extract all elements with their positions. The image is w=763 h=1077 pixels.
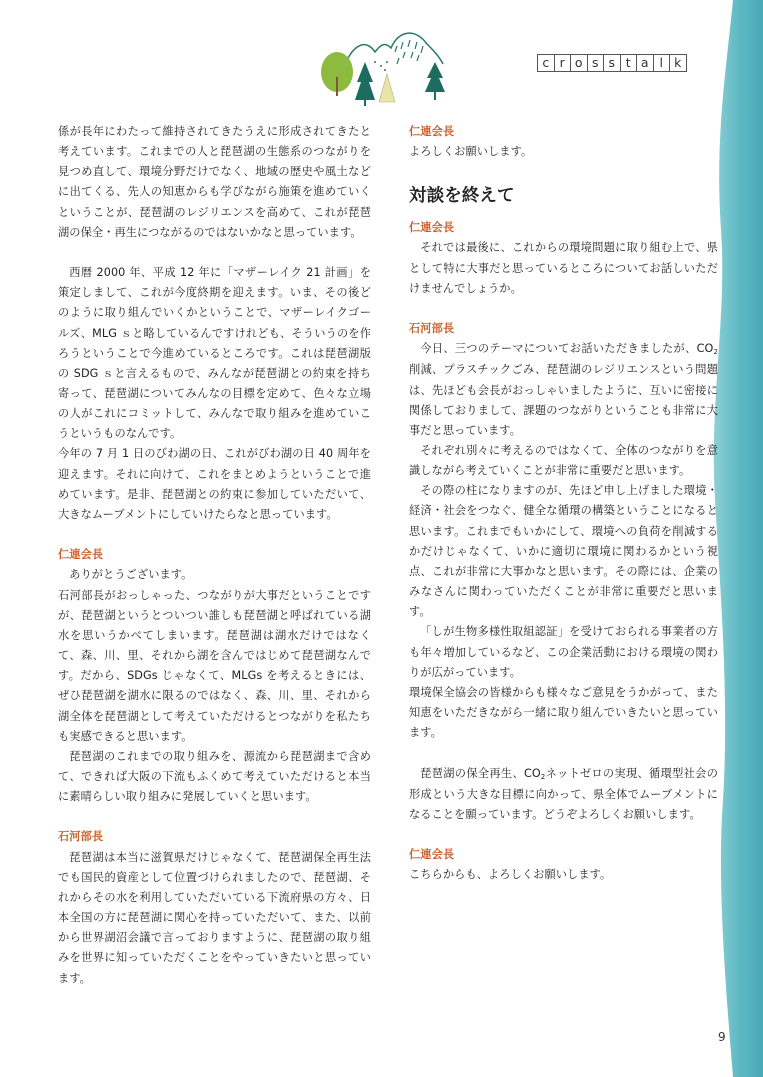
paragraph — [409, 764, 718, 825]
speaker-name: 仁連会長 — [409, 221, 455, 235]
paragraph: よろしくお願いします。 — [409, 145, 533, 159]
speaker-name: 仁連会長 — [409, 125, 455, 138]
left-column — [58, 122, 371, 989]
paragraph: 今年の 7 月 1 日のびわ湖の日、これがびわ湖の日 40 周年を迎えます。それに向けて、これをまとめようということで進めています。是非、琵琶湖との約束に参加していただいて、大きなムーブメントにしていけたらなと思っています。 — [58, 447, 371, 521]
crosstalk-letter: l — [653, 54, 671, 72]
paragraph: 「しが生物多様性取組認証」を受けておられる事業者の方も年々増加しているなど、この企業活動における環境の関わりが広がっています。 — [409, 625, 718, 679]
paragraph — [409, 339, 718, 441]
crosstalk-letter: a — [636, 54, 654, 72]
paragraph: 係が長年にわたって維持されてきたうえに形成されてきたと考えています。これまでの人と琵琶湖の生態系のつながりを見つめ直して、環境分野だけでなく、地域の歴史や風土などに出てくる、先人の知恵からも学びながら施策を進めていくということが、琵琶湖のレジリエンスを高めて、これが琵琶湖の保全・再生につながるのではないかなと思っています。 — [58, 125, 371, 239]
paragraph: 琵琶湖のこれまでの取り組みを、源流から琵琶湖まで含めて、できれば大阪の下流もふくめて考えていただけると本当に素晴らしい取り組みに発展していくと思います。 — [58, 749, 371, 804]
speaker-name: 仁連会長 — [58, 548, 104, 562]
crosstalk-letter: t — [620, 54, 638, 72]
subscript: 2 — [540, 772, 546, 781]
text-run: CO — [696, 342, 714, 356]
paragraph: その際の柱になりますのが、先ほど申し上げました環境・経済・社会をつなぐ、健全な循環の構築ということになると思います。これまでもいかにして、環境への負荷を削減するかだけじゃなくて、いかに適切に環境に関わるかという視点、これが非常に大事かなと思います。その際には、企業のみなさんに関わっていただくことが非常に重要だと思います。 — [409, 484, 718, 619]
text-run: ネットゼロの実現、循環型社会の形成という大きな目標に向かって、県全体でムーブメントになることを願っています。どうぞよろしくお願いします。 — [409, 766, 718, 821]
crosstalk-letter: r — [554, 54, 572, 72]
crosstalk-letter: c — [537, 54, 555, 72]
text-run: 今日、三つのテーマについてお話いただきましたが、 — [420, 342, 697, 356]
speaker-name: 仁連会長 — [409, 848, 455, 862]
paragraph: 西暦 2000 年、平成 12 年に「マザーレイク 21 計画」を策定しまして、これが今度終期を迎えます。いま、その後どのように取り組んでいくかということで、マザーレイクゴールズ、MLG ｓと略しているんですけれども、そういうのを作ろうということで今進めているところです。これは琵琶湖版の SDG ｓと言えるもので、みんなが琵琶湖との約束を持ち寄って、琵琶湖についてみんなの目標を定めて、色々な立場の人がこれにコミットして、みんなで取り組みを進めていこうというものなんです。 — [58, 266, 371, 441]
paragraph: 石河部長がおっしゃった、つながりが大事だということですが、琵琶湖というとついつい誰しも琵琶湖と呼ばれている湖水を思いうかべてしまいます。琵琶湖は湖水だけではなくて、森、川、里、それから湖を含んではじめて琵琶湖なんです。だから、SDGs じゃなくて、MLGs を考えるときには、ぜひ琵琶湖を湖水に限るのではなく、森、川、里、それから湖全体を琵琶湖として考えていただけるとつながりを私たちも実感できると思います。 — [58, 588, 371, 743]
crosstalk-letter: k — [669, 54, 687, 72]
text-run: 削減、プラスチックごみ、琵琶湖のレジリエンスという問題は、先ほども会長がおっしゃいましたように、互いに密接に関係しておりまして、課題のつながりということも非常に大事だと思っています。 — [409, 363, 718, 437]
crosstalk-letter: s — [603, 54, 621, 72]
speaker-name: 石河部長 — [58, 830, 104, 844]
text-run: 琵琶湖の保全再生、CO — [420, 766, 541, 780]
crosstalk-letter: o — [570, 54, 588, 72]
right-column — [409, 122, 718, 885]
paragraph: それぞれ別々に考えるのではなくて、全体のつながりを意識しながら考えていくことが非常に重要だと思います。 — [409, 444, 718, 478]
paragraph: それでは最後に、これからの環境問題に取り組む上で、県として特に大事だと思っているところについてお話しいただけませんでしょうか。 — [409, 241, 718, 295]
paragraph: ありがとうございます。 — [69, 568, 193, 582]
forest-mountain-illustration — [315, 22, 450, 110]
page-number: 9 — [718, 1030, 726, 1044]
paragraph: こちらからも、よろしくお願いします。 — [409, 868, 612, 882]
speaker-name: 石河部長 — [409, 322, 455, 336]
crosstalk-label — [538, 54, 687, 72]
section-heading: 対談を終えて — [409, 186, 515, 207]
subscript: 2 — [713, 348, 718, 357]
crosstalk-letter: s — [587, 54, 605, 72]
paragraph: 琵琶湖は本当に滋賀県だけじゃなくて、琵琶湖保全再生法でも国民的資産として位置づけられましたので、琵琶湖、それからその水を利用していただいている下流府県の方々、日本全国の方に琵琶湖に関心を持っていただいて、また、以前から世界湖沼会議で言っておりますように、琵琶湖の取り組みを世界に知っていただくことをやっていきたいと思っています。 — [58, 850, 371, 985]
paragraph: 環境保全協会の皆様からも様々なご意見をうかがって、また知恵をいただきながら一緒に取り組んでいきたいと思っています。 — [409, 685, 718, 740]
